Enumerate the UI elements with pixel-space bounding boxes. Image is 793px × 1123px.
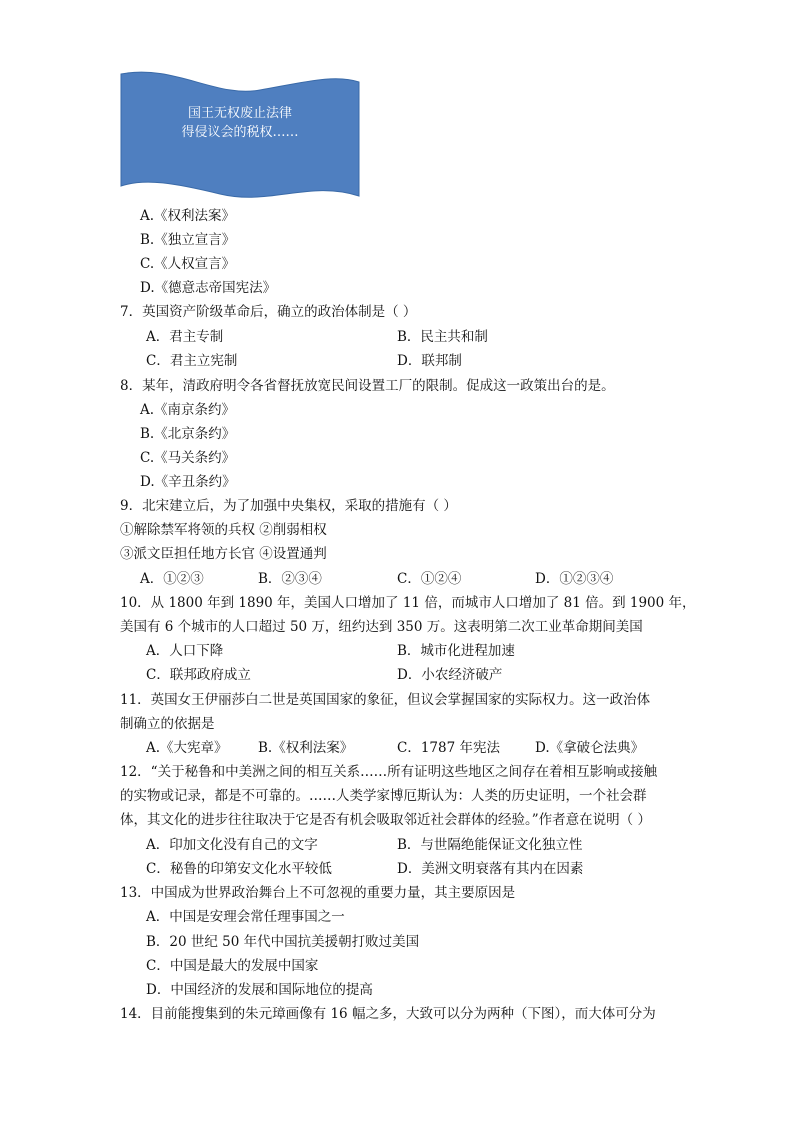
q9-option-d: D．①②③④ <box>535 571 614 587</box>
q12-stem-line-2: 的实物或记录，都是不可靠的。……人类学家博厄斯认为：人类的历史证明，一个社会群 <box>120 788 647 804</box>
q6-option-a: A.《权利法案》 <box>140 208 236 224</box>
q8-option-d: D.《辛丑条约》 <box>140 474 236 490</box>
q8-option-c: C.《马关条约》 <box>140 450 236 466</box>
q7-option-c: C．君主立宪制 <box>146 353 238 369</box>
q12-stem-line-1: 12．“关于秘鲁和中美洲之间的相互关系……所有证明这些地区之间存在着相互影响或接触 <box>120 764 658 780</box>
q11-stem-line-1: 11．英国女王伊丽莎白二世是英国国家的象征，但议会掌握国家的实际权力。这一政治体 <box>120 692 651 708</box>
q9-items-line-1: ①解除禁军将领的兵权 ②削弱相权 <box>120 522 327 538</box>
q9-option-b: B．②③④ <box>258 571 322 587</box>
q10-option-d: D．小农经济破产 <box>397 667 503 683</box>
q6-option-d: D.《德意志帝国宪法》 <box>140 280 277 296</box>
q13-option-c: C．中国是最大的发展中国家 <box>146 958 319 974</box>
q9-option-c: C．①②④ <box>397 571 462 587</box>
q9-option-a: A．①②③ <box>140 571 204 587</box>
q10-option-c: C．联邦政府成立 <box>146 667 251 683</box>
q6-option-c: C.《人权宣言》 <box>140 256 236 272</box>
q14-stem: 14．目前能搜集到的朱元璋画像有 16 幅之多，大致可以分为两种（下图），而大体可分为 <box>120 1006 656 1022</box>
q11-option-c: C．1787 年宪法 <box>397 740 500 756</box>
q9-items-line-2: ③派文臣担任地方长官 ④设置通判 <box>120 546 327 562</box>
q12-option-d: D．美洲文明衰落有其内在因素 <box>397 861 584 877</box>
q7-option-a: A．君主专制 <box>146 329 224 345</box>
q12-option-c: C．秘鲁的印第安文化水平较低 <box>146 861 332 877</box>
q10-option-a: A．人口下降 <box>146 643 224 659</box>
q13-stem: 13．中国成为世界政治舞台上不可忽视的重要力量，其主要原因是 <box>120 885 516 901</box>
q10-option-b: B．城市化进程加速 <box>397 643 515 659</box>
q11-option-d: D.《拿破仑法典》 <box>535 740 645 756</box>
q7-option-d: D．联邦制 <box>397 353 462 369</box>
q13-option-a: A．中国是安理会常任理事国之一 <box>146 909 345 925</box>
q13-option-b: B．20 世纪 50 年代中国抗美援朝打败过美国 <box>146 934 420 950</box>
q12-option-a: A．印加文化没有自己的文字 <box>146 837 318 853</box>
banner-line-1: 国王无权废止法律 <box>187 106 292 121</box>
q9-stem: 9．北宋建立后，为了加强中央集权，采取的措施有（ ） <box>120 498 457 514</box>
q8-option-b: B.《北京条约》 <box>140 426 236 442</box>
q11-option-b: B.《权利法案》 <box>258 740 354 756</box>
q11-stem-line-2: 制确立的依据是 <box>120 716 215 732</box>
banner-text <box>120 104 360 142</box>
q6-option-b: B.《独立宣言》 <box>140 232 236 248</box>
q7-stem: 7．英国资产阶级革命后，确立的政治体制是（ ） <box>120 304 417 320</box>
q8-stem: 8．某年，清政府明令各省督抚放宽民间设置工厂的限制。促成这一政策出台的是。 <box>120 378 615 394</box>
quote-banner <box>120 68 360 203</box>
q12-option-b: B．与世隔绝能保证文化独立性 <box>397 837 583 853</box>
q8-option-a: A.《南京条约》 <box>140 402 236 418</box>
q10-stem-line-1: 10．从 1800 年到 1890 年，美国人口增加了 11 倍，而城市人口增加了 81 倍。到 1900 年， <box>120 595 696 611</box>
q12-stem-line-3: 体，其文化的进步往往取决于它是否有机会吸取邻近社会群体的经验。”作者意在说明（ ） <box>120 812 651 828</box>
q10-stem-line-2: 美国有 6 个城市的人口超过 50 万，纽约达到 350 万。这表明第二次工业革命期间美国 <box>120 619 643 635</box>
banner-line-2: 得侵议会的税权…… <box>181 125 299 140</box>
q13-option-d: D．中国经济的发展和国际地位的提高 <box>146 982 373 998</box>
q11-option-a: A.《大宪章》 <box>146 740 228 756</box>
q7-option-b: B．民主共和制 <box>397 329 488 345</box>
